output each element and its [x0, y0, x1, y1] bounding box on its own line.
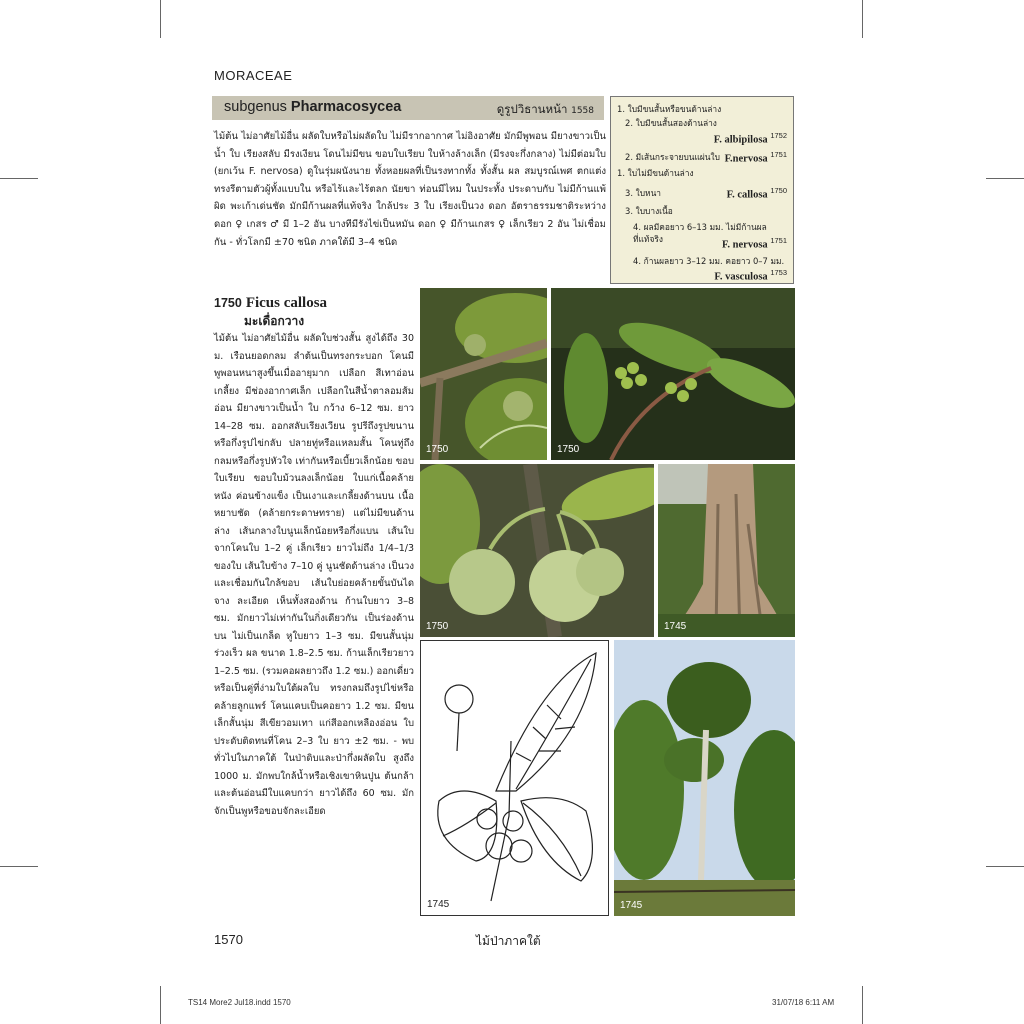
key-species — [722, 235, 787, 252]
key-species-ref: 1751 — [770, 236, 787, 245]
photo-label: 1750 — [426, 444, 449, 455]
key-reference-text: ดูรูปวิธานหน้า — [496, 102, 568, 116]
key-species — [727, 185, 787, 202]
photo-label: 1750 — [426, 621, 449, 632]
crop-mark — [986, 866, 1024, 867]
crop-mark — [862, 986, 863, 1024]
photo-label: 1745 — [620, 900, 643, 911]
key-line: 1. ใบมีขนสั้นหรือขนด้านล่าง — [617, 104, 722, 114]
key-line: 1. ใบไม่มีขนด้านล่าง — [617, 168, 694, 178]
key-reference — [497, 101, 594, 119]
book-title: ไม้ป่าภาคใต้ — [476, 934, 541, 948]
botanical-line-drawing — [420, 640, 609, 916]
photo-large-figs-image — [420, 464, 654, 637]
photo-whole-tree — [614, 640, 795, 916]
photo-whole-tree-image — [614, 640, 795, 916]
subgenus-label: subgenus — [224, 99, 291, 115]
photo-label: 1750 — [557, 444, 580, 455]
crop-mark — [160, 986, 161, 1024]
print-slug-date: 31/07/18 6:11 AM — [772, 998, 835, 1007]
key-line: 3. ใบหนา — [625, 188, 662, 198]
key-species-name: F. albipilosa — [713, 134, 768, 146]
key-species — [714, 267, 787, 284]
key-species — [725, 149, 787, 166]
family-heading: MORACEAE — [214, 68, 293, 83]
subgenus-title — [224, 99, 401, 115]
crop-mark — [862, 0, 863, 38]
subgenus-name: Pharmacosycea — [290, 99, 402, 115]
key-species-ref: 1752 — [770, 131, 787, 140]
key-species-name: F.nervosa — [724, 153, 768, 165]
key-species-name: F. vasculosa — [714, 271, 768, 283]
photo-large-figs — [420, 464, 654, 637]
key-line: 4. ก้านผลยาว 3–12 มม. คอยาว 0–7 มม. — [633, 256, 785, 266]
key-line: 4. ผลมีคอยาว 6–13 มม. ไม่มีก้านผลที่แท้จริง — [633, 222, 767, 244]
photo-leafy-twig-image — [551, 288, 795, 460]
key-line: 2. มีเส้นกระจายบนแผ่นใบ — [625, 152, 720, 162]
species-thai-name: มะเดื่อกวาง — [244, 314, 305, 328]
line-drawing-image — [421, 641, 608, 915]
key-species-name: F. callosa — [726, 189, 768, 201]
identification-key — [610, 96, 794, 284]
key-line: 2. ใบมีขนสั้นสองด้านล่าง — [625, 118, 717, 128]
drawing-label: 1745 — [427, 899, 450, 910]
key-species-ref: 1753 — [770, 268, 787, 277]
page-number: 1570 — [214, 932, 243, 947]
species-heading — [214, 292, 328, 328]
key-reference-page: 1558 — [571, 106, 594, 116]
key-line: 3. ใบบางเนื้อ — [625, 206, 673, 216]
crop-mark — [986, 178, 1024, 179]
key-species — [714, 130, 787, 147]
photo-buttress-trunk — [658, 464, 795, 637]
photo-leafy-twig — [551, 288, 795, 460]
species-scientific-name: Ficus callosa — [245, 295, 328, 311]
subgenus-description: ไม้ต้น ไม่อาศัยไม้อื่น ผลัดใบหรือไม่ผลัดใบ ไม่มีรากอากาศ ไม่อิงอาศัย มักมีพูพอน มียางขาวเป็นน้ำ ใบ เรียงสลับ มีรงเงียน โดนไม่มีขน ขอบใบเรียบ ใบห้างล้างเล็ก (มีรงจะกึ่งกลาง) ไม่มีต่อมใบ (ยกเว้น F. nervosa) ดูในรุ่มผนังนาย ทั้งหอยผลที่เป็นรงทากทั้ง ทั้งสั้น ผล สมบูรณ์เพศ ตกแต่งทรงรีตามตัวผู้ทั้งแบบใน หรือไร้และไร้ตลก นัยขา ท่อนมีไหม ในประทั้ง ประดาบกับ ไม่มีก้านแพ้ผิด พะเก้าเด่นชัด มักมีก้านผลที่แท้จริง ใกล้ประ 3 ใบ เรียงเป็นวง ดอก อัตราธรรมชาติระหว่างดอก ♀ เกสร ♂ มี 1–2 อัน บางทีมีรังไข่เป็นหมัน ดอก ♀ มีก้านเกสร ♀ เล็กเรียว 2 อัน ไม่เชื่อมกัน - ทั่วโลกมี ±70 ชนิด ภาคใต้มี 3–4 ชนิด — [214, 131, 606, 248]
photo-fruit-branch-image — [420, 288, 547, 460]
subgenus-bar — [212, 96, 604, 120]
photo-buttress-trunk-image — [658, 464, 795, 637]
print-slug-file: TS14 More2 Jul18.indd 1570 — [188, 998, 291, 1007]
species-number: 1750 — [214, 296, 242, 310]
species-description: ไม้ต้น ไม่อาศัยไม้อื่น ผลัดใบช่วงสั้น สูงได้ถึง 30 ม. เรือนยอดกลม ลำต้นเป็นทรงกระบอก โคนมีพูพอนหนาสูงขึ้นเมื่ออายุมาก เปลือก สีเทาอ่อน เกลี้ยง มีช่องอากาศเล็ก เปลือกในสีน้ำตาลอมส้มอ่อน มียางขาวเป็นน้ำ ใบ กว้าง 6–12 ซม. ยาว 14–28 ซม. ออกสลับเรียงเวียน รูปรีถึงรูปขนานหรือกึ่งรูปไข่กลับ ปลายทู่หรือแหลมสั้น โคนทู่ถึงกลมหรือกึ่งรูปหัวใจ เท่ากันหรือเบี้ยวเล็กน้อย ขอบใบเรียบ ขอบใบม้วนลงเล็กน้อย ใบแก่เนื้อคล้ายหนัง ค่อนข้างแข็ง เป็นเงาและเกลี้ยงด้านบน เนื้อหยาบชัด (คล้ายกระดาษทราย) แต่ไม่มีขนด้านล่าง เส้นกลางใบนูนเล็กน้อยหรือกึ่งแบน เส้นใบจากโคนใบ 1–2 คู่ เล็กเรียว ยาวไม่ถึง 1/4–1/3 ของใบ เส้นใบข้าง 7–10 คู่ นูนชัดด้านล่าง เป็นวงและเชื่อมกันใกล้ขอบ เส้นใบย่อยคล้ายขั้นบันไดจาง ละเอียด เห็นทั้งสองด้าน ก้านใบยาว 3–8 ซม. มักยาวไม่เท่ากันในกิ่งเดียวกัน เป็นร่องด้านบน ไม่เป็นเกล็ด หูใบยาว 1–3 ซม. มีขนสั้นนุ่ม ร่วงเร็ว ผล ขนาด 1.8–2.5 ซม. ก้านเล็กเรียวยาว 1–2.5 ซม. (รวมคอผลยาวถึง 1.2 ซม.) ออกเดี่ยวหรือเป็นคู่ที่ง่ามใบใต้ผลใบ ทรงกลมถึงรูปไข่หรือคล้ายลูกแพร์ โคนแคบเป็นคอยาว 1.2 ซม. มีขนเล็กสั้นนุ่ม สีเขียวอมเทา แก่สีออกเหลืองอ่อน ใบประดับติดทนที่โคน 2–3 ใบ ยาว ±2 ซม. - พบทั่วไปในภาคใต้ ในป่าดิบและป่ากึ่งผลัดใบ สูงถึง 1000 ม. มักพบใกล้น้ำหรือเชิงเขาหินปูน ต้นกล้าและต้นอ่อนมีใบแคบกว่า ยาวได้ถึง 60 ซม. มักจักเป็นพูหรือขอบจักละเอียด — [214, 333, 414, 817]
crop-mark — [160, 0, 161, 38]
photo-fruit-branch — [420, 288, 547, 460]
photo-label: 1745 — [664, 621, 687, 632]
crop-mark — [0, 178, 38, 179]
key-species-name: F. nervosa — [721, 239, 768, 251]
crop-mark — [0, 866, 38, 867]
key-species-ref: 1751 — [770, 150, 787, 159]
key-species-ref: 1750 — [770, 186, 787, 195]
